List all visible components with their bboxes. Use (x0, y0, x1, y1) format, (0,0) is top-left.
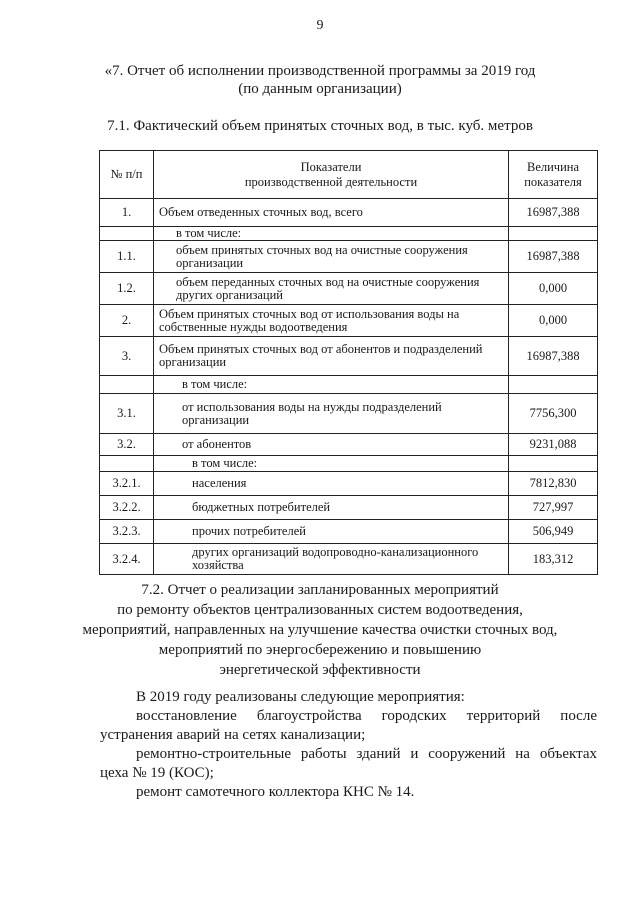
report-title-note: (по данным организации) (238, 81, 402, 97)
row-value: 183,312 (509, 544, 598, 575)
row-value: 7756,300 (509, 394, 598, 434)
row-value: 0,000 (509, 305, 598, 337)
table-row (100, 241, 598, 273)
measure-3: ремонт самотечного коллектора КНС № 14. (136, 784, 415, 800)
row-value: 16987,388 (509, 241, 598, 273)
row-label: прочих потребителей (154, 520, 509, 544)
row-num (100, 227, 154, 241)
row-value: 727,997 (509, 496, 598, 520)
row-value: 506,949 (509, 520, 598, 544)
table-row (100, 376, 598, 394)
row-num: 3.2. (100, 434, 154, 456)
row-num: 3.2.3. (100, 520, 154, 544)
header-num: № п/п (100, 151, 154, 199)
row-label: Объем принятых сточных вод от использования воды на собственные нужды водоотведения (154, 305, 509, 337)
header-value: Величина показателя (509, 151, 598, 199)
row-label: в том числе: (154, 227, 509, 241)
row-value: 16987,388 (509, 199, 598, 227)
table-row (100, 520, 598, 544)
row-label: от абонентов (154, 434, 509, 456)
row-num: 1. (100, 199, 154, 227)
table-row (100, 496, 598, 520)
table-row (100, 227, 598, 241)
row-num: 1.2. (100, 273, 154, 305)
row-num: 3.1. (100, 394, 154, 434)
row-num (100, 456, 154, 472)
page-number: 9 (316, 18, 324, 33)
row-label: бюджетных потребителей (154, 496, 509, 520)
row-label: Объем отведенных сточных вод, всего (154, 199, 509, 227)
row-value (509, 456, 598, 472)
measure-1-line2: устранения аварий на сетях канализации; (100, 727, 366, 743)
row-value: 16987,388 (509, 337, 598, 376)
header-indicator: Показатели производственной деятельности (154, 151, 509, 199)
row-label: объем переданных сточных вод на очистные сооружения других организаций (154, 273, 509, 305)
row-label: других организаций водопроводно-канализационного хозяйства (154, 544, 509, 575)
table-row (100, 273, 598, 305)
table-row (100, 394, 598, 434)
row-label: в том числе: (154, 456, 509, 472)
row-num: 1.1. (100, 241, 154, 273)
row-label: Объем принятых сточных вод от абонентов и подразделений организации (154, 337, 509, 376)
table-row (100, 456, 598, 472)
table-row (100, 199, 598, 227)
row-value: 0,000 (509, 273, 598, 305)
measures-intro: В 2019 году реализованы следующие мероприятия: (136, 689, 465, 705)
row-value (509, 376, 598, 394)
table-row (100, 305, 598, 337)
wastewater-volume-table (99, 150, 598, 575)
table-row (100, 544, 598, 575)
section-7-2-title-line: мероприятий, направленных на улучшение качества очистки сточных вод, (82, 622, 558, 638)
section-7-2-title-line: 7.2. Отчет о реализации запланированных мероприятий (141, 582, 499, 598)
section-7-2-title-line: по ремонту объектов централизованных систем водоотведения, (117, 602, 523, 618)
row-num: 3.2.1. (100, 472, 154, 496)
row-label: от использования воды на нужды подразделений организации (154, 394, 509, 434)
table-row (100, 472, 598, 496)
row-label: населения (154, 472, 509, 496)
row-label: в том числе: (154, 376, 509, 394)
row-num: 3.2.4. (100, 544, 154, 575)
measure-2-line1: ремонтно-строительные работы зданий и сооружений на объектах (136, 746, 597, 762)
row-value: 9231,088 (509, 434, 598, 456)
row-value (509, 227, 598, 241)
section-7-1-title: 7.1. Фактический объем принятых сточных вод, в тыс. куб. метров (107, 118, 533, 134)
measure-2-line2: цеха № 19 (КОС); (100, 765, 214, 781)
section-7-2-title-line: энергетической эффективности (219, 662, 421, 678)
report-title: «7. Отчет об исполнении производственной программы за 2019 год (104, 63, 536, 79)
row-num: 3. (100, 337, 154, 376)
table-header-row (100, 151, 598, 199)
row-value: 7812,830 (509, 472, 598, 496)
row-num: 2. (100, 305, 154, 337)
section-7-2-title-line: мероприятий по энергосбережению и повышению (158, 642, 482, 658)
row-label: объем принятых сточных вод на очистные сооружения организации (154, 241, 509, 273)
row-num: 3.2.2. (100, 496, 154, 520)
measure-1-line1: восстановление благоустройства городских территорий после (136, 708, 597, 724)
row-num (100, 376, 154, 394)
table-row (100, 434, 598, 456)
table-row (100, 337, 598, 376)
